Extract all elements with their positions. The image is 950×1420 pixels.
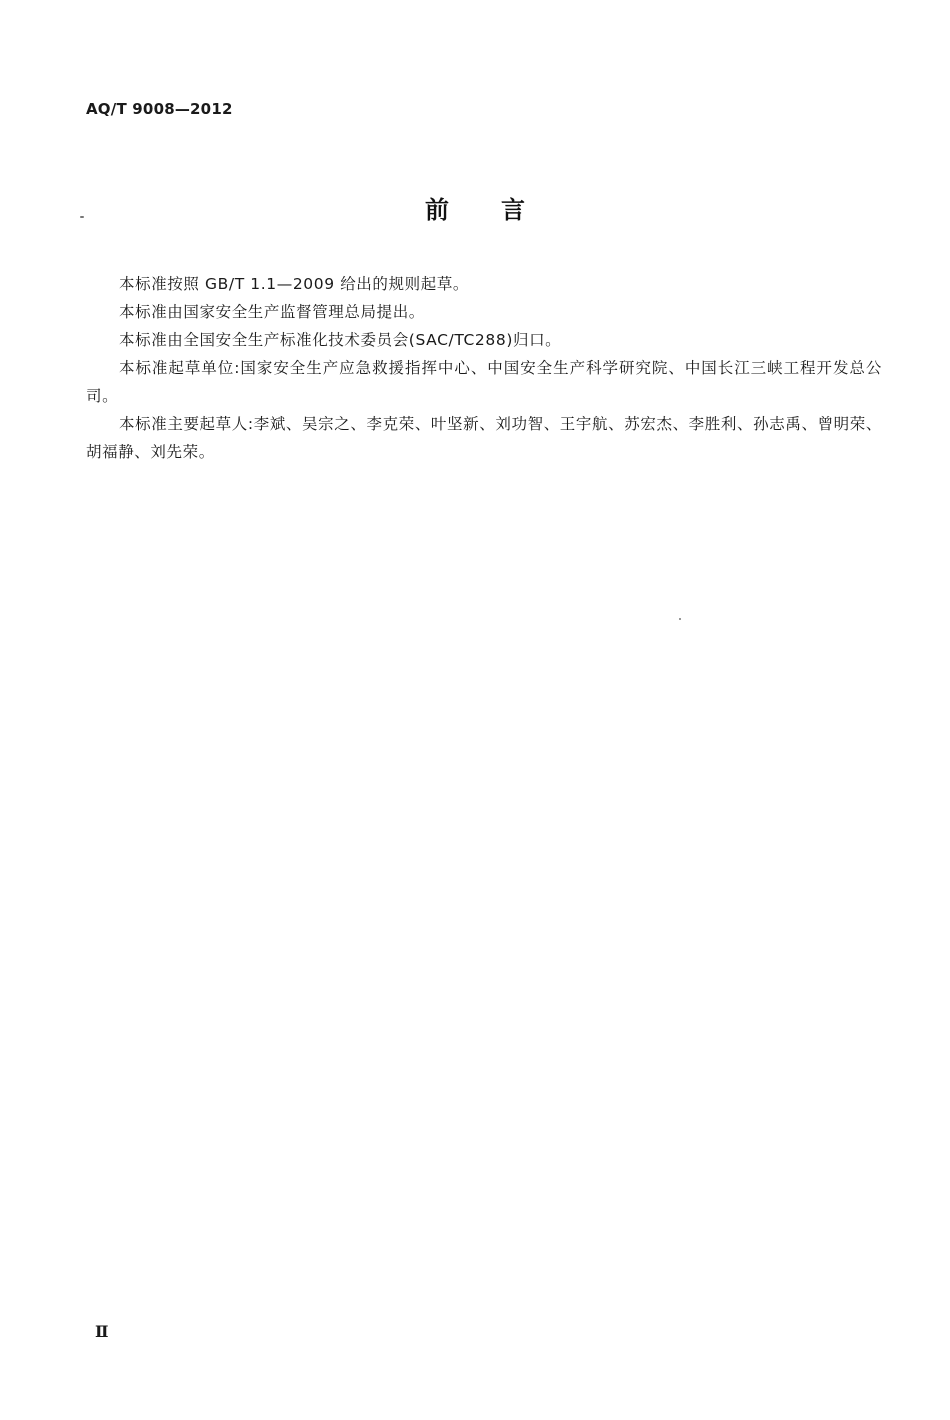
scan-speck	[80, 216, 84, 218]
paragraph-drafting-units: 本标准起草单位:国家安全生产应急救援指挥中心、中国安全生产科学研究院、中国长江三峡工程开发总公司。	[86, 359, 882, 405]
paragraph-proposer: 本标准由国家安全生产监督管理总局提出。	[119, 303, 425, 321]
paragraph-drafting-rules: 本标准按照 GB/T 1.1—2009 给出的规则起草。	[119, 275, 470, 293]
paragraph-drafters: 本标准主要起草人:李斌、吴宗之、李克荣、叶坚新、刘功智、王宇航、苏宏杰、李胜利、孙志禹、曾明荣、胡福静、刘先荣。	[86, 415, 882, 461]
standard-code: AQ/T 9008—2012	[86, 100, 233, 118]
foreword-body	[86, 270, 882, 466]
paragraph-committee: 本标准由全国安全生产标准化技术委员会(SAC/TC288)归口。	[119, 331, 562, 349]
page-number: Ⅱ	[95, 1322, 109, 1341]
scan-speck	[679, 618, 681, 620]
page-title: 前言	[425, 196, 577, 224]
